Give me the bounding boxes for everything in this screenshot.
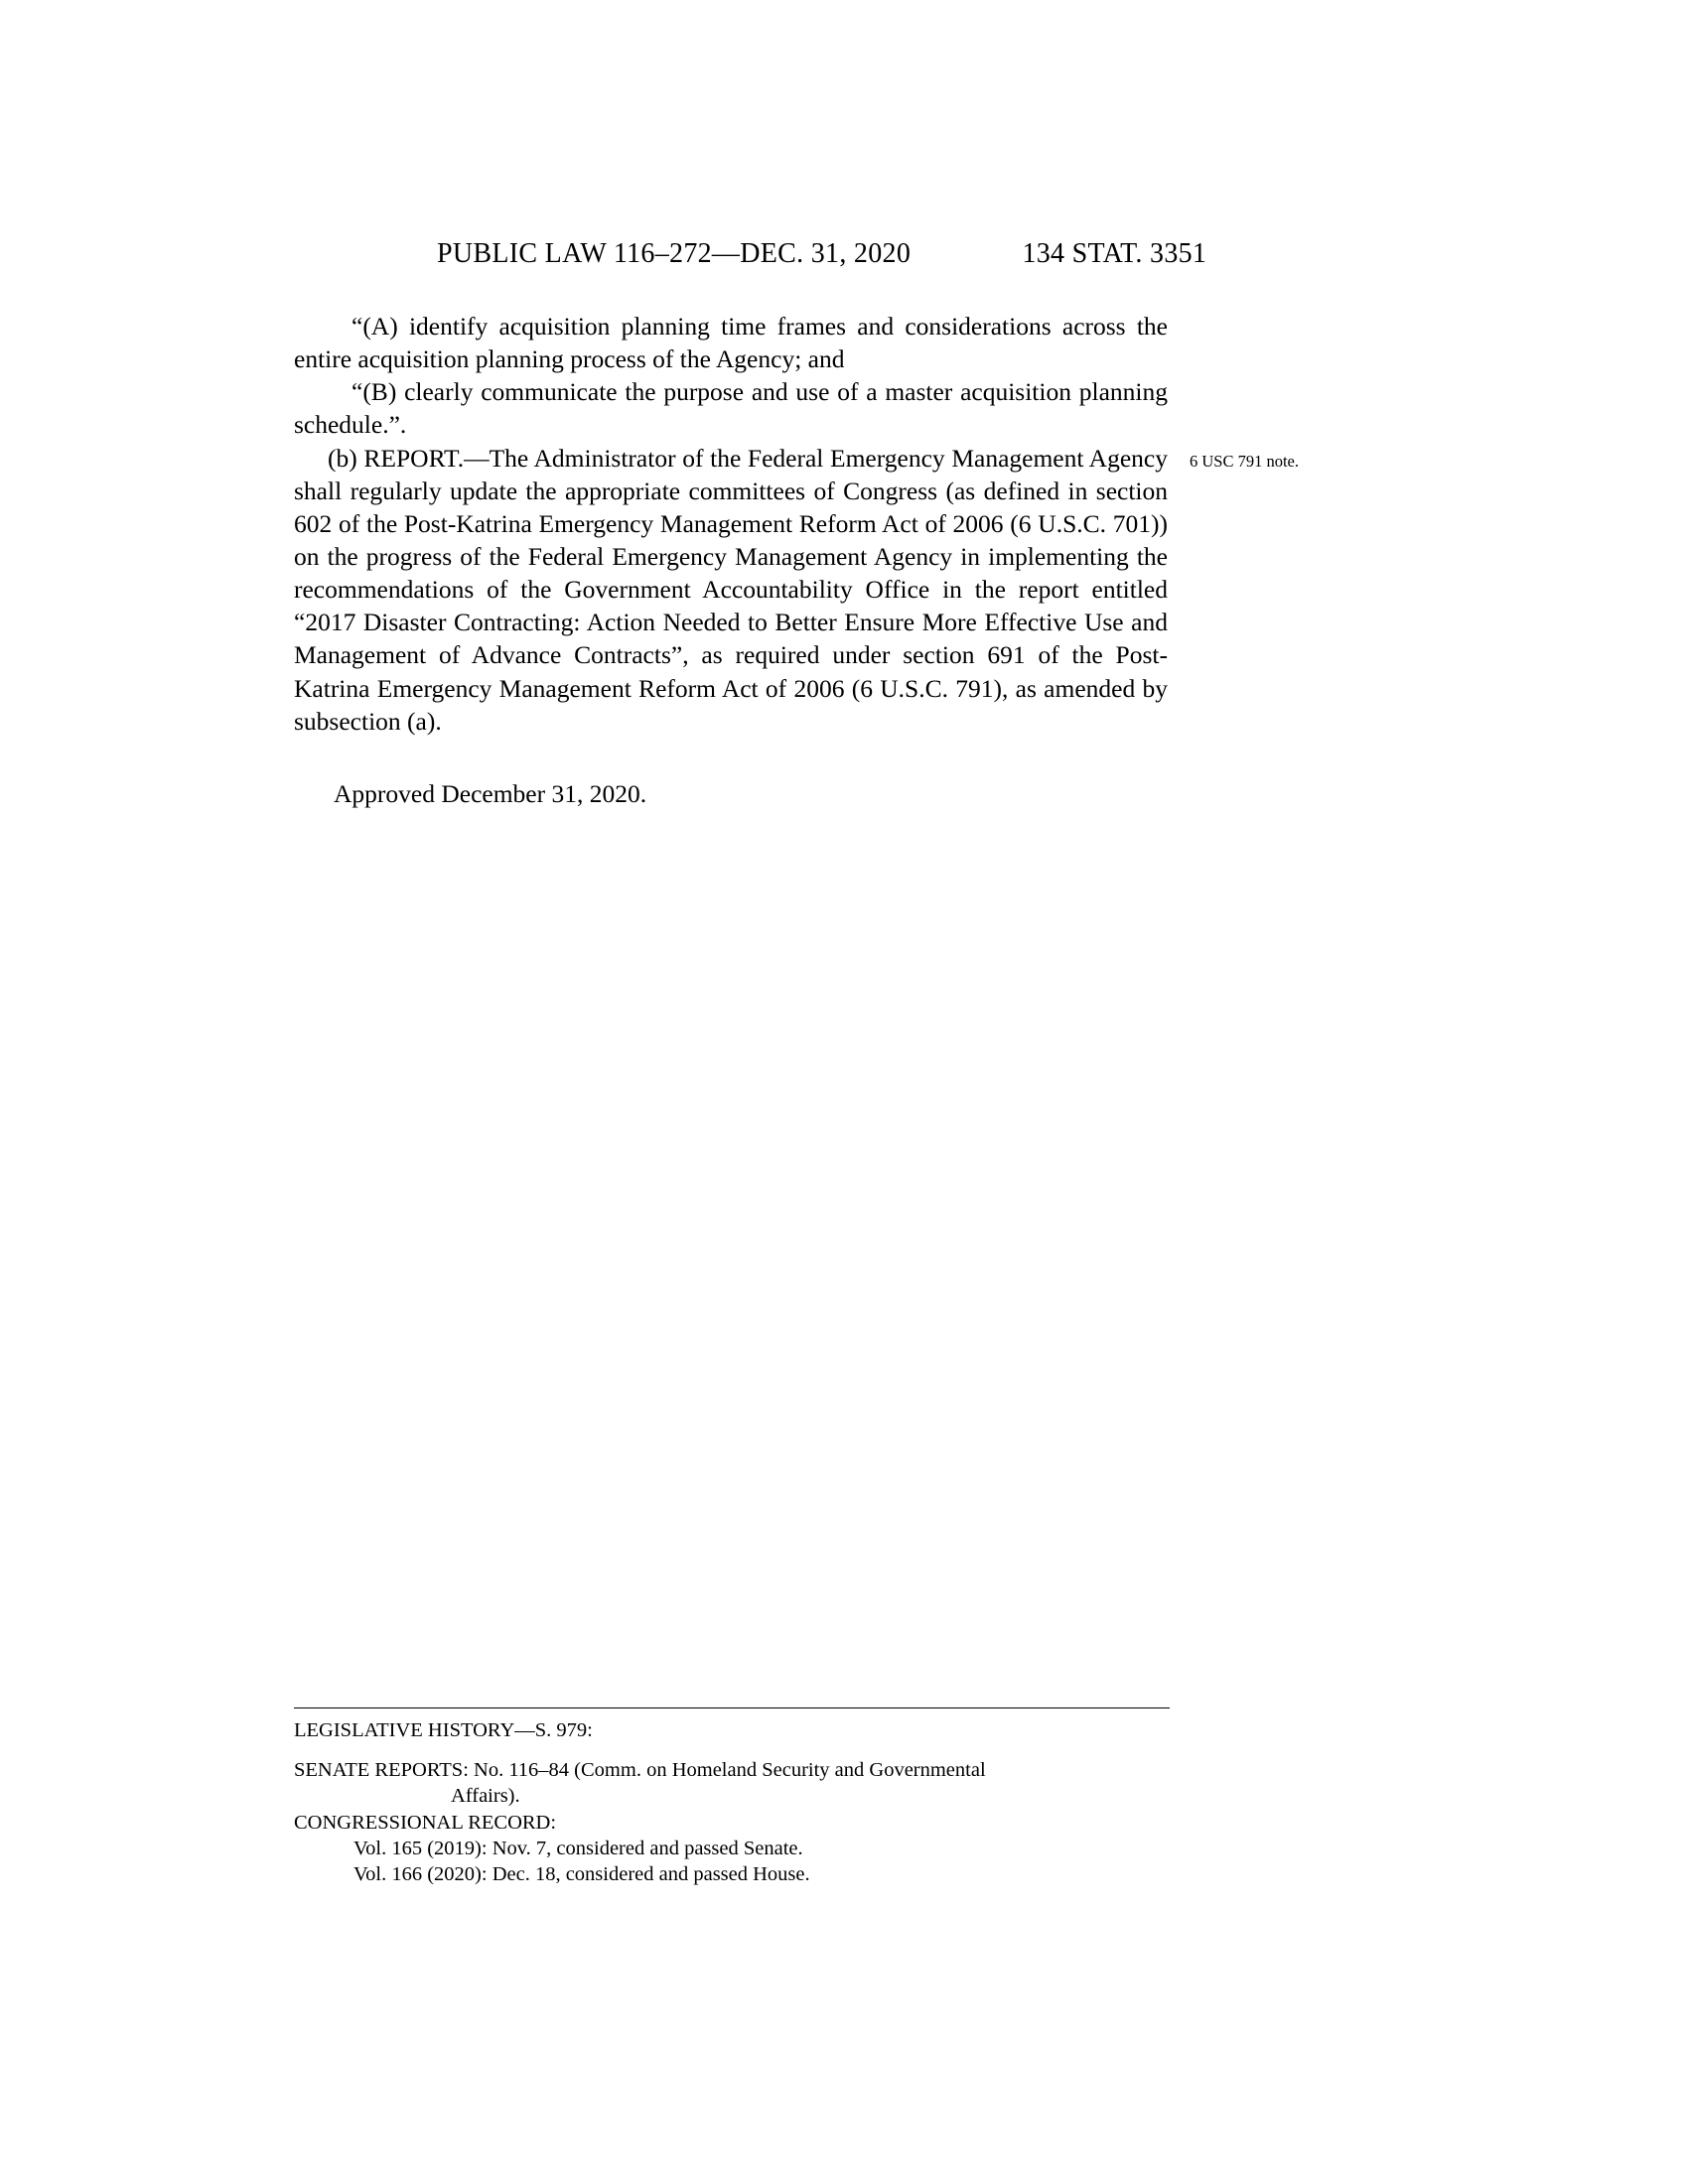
- header-stat-citation: 134 STAT. 3351: [1022, 238, 1207, 269]
- paragraph-report-subsection-b: (b) REPORT.—The Administrator of the Federal Emergency Management Agency shall regularly update the appropriate committees of Congress (as defined in section 602 of the Post-Katrina Emergency Management Reform Act of 2006 (6 U.S.C. 701)) on the progress of the Federal Emergency Management Agency in implementing the recommendations of the Government Accountability Office in the report entitled “2017 Disaster Contracting: Action Needed to Better Ensure More Effective Use and Management of Advance Contracts”, as required under section 691 of the Post-Katrina Emergency Management Reform Act of 2006 (6 U.S.C. 791), as amended by subsection (a).: [294, 443, 1168, 736]
- page-header: [437, 238, 1370, 270]
- footer-divider-rule: [294, 1707, 1170, 1708]
- congressional-record-line-1: Vol. 165 (2019): Nov. 7, considered and passed Senate.: [353, 1837, 803, 1859]
- paragraph-subclause-a: “(A) identify acquisition planning time frames and considerations across the entire acquisition planning process of the Agency; and: [294, 312, 1168, 374]
- paragraph-subclause-b: “(B) clearly communicate the purpose and use of a master acquisition planning schedule.”.: [294, 377, 1168, 440]
- legislative-history-title: LEGISLATIVE HISTORY—S. 979:: [294, 1719, 593, 1741]
- legislative-history-section: [294, 1717, 1178, 1887]
- approval-line: Approved December 31, 2020.: [334, 779, 647, 808]
- main-text-column: [294, 310, 1168, 738]
- senate-reports-line: SENATE REPORTS: No. 116–84 (Comm. on Homeland Security and Governmental: [294, 1759, 986, 1782]
- senate-reports-continuation: Affairs).: [451, 1785, 520, 1808]
- header-law-citation: PUBLIC LAW 116–272—DEC. 31, 2020: [437, 238, 912, 269]
- margin-note-usc-reference: 6 USC 791 note.: [1190, 452, 1300, 471]
- congressional-record-label: CONGRESSIONAL RECORD:: [294, 1811, 557, 1834]
- congressional-record-line-2: Vol. 166 (2020): Dec. 18, considered and passed House.: [353, 1863, 810, 1886]
